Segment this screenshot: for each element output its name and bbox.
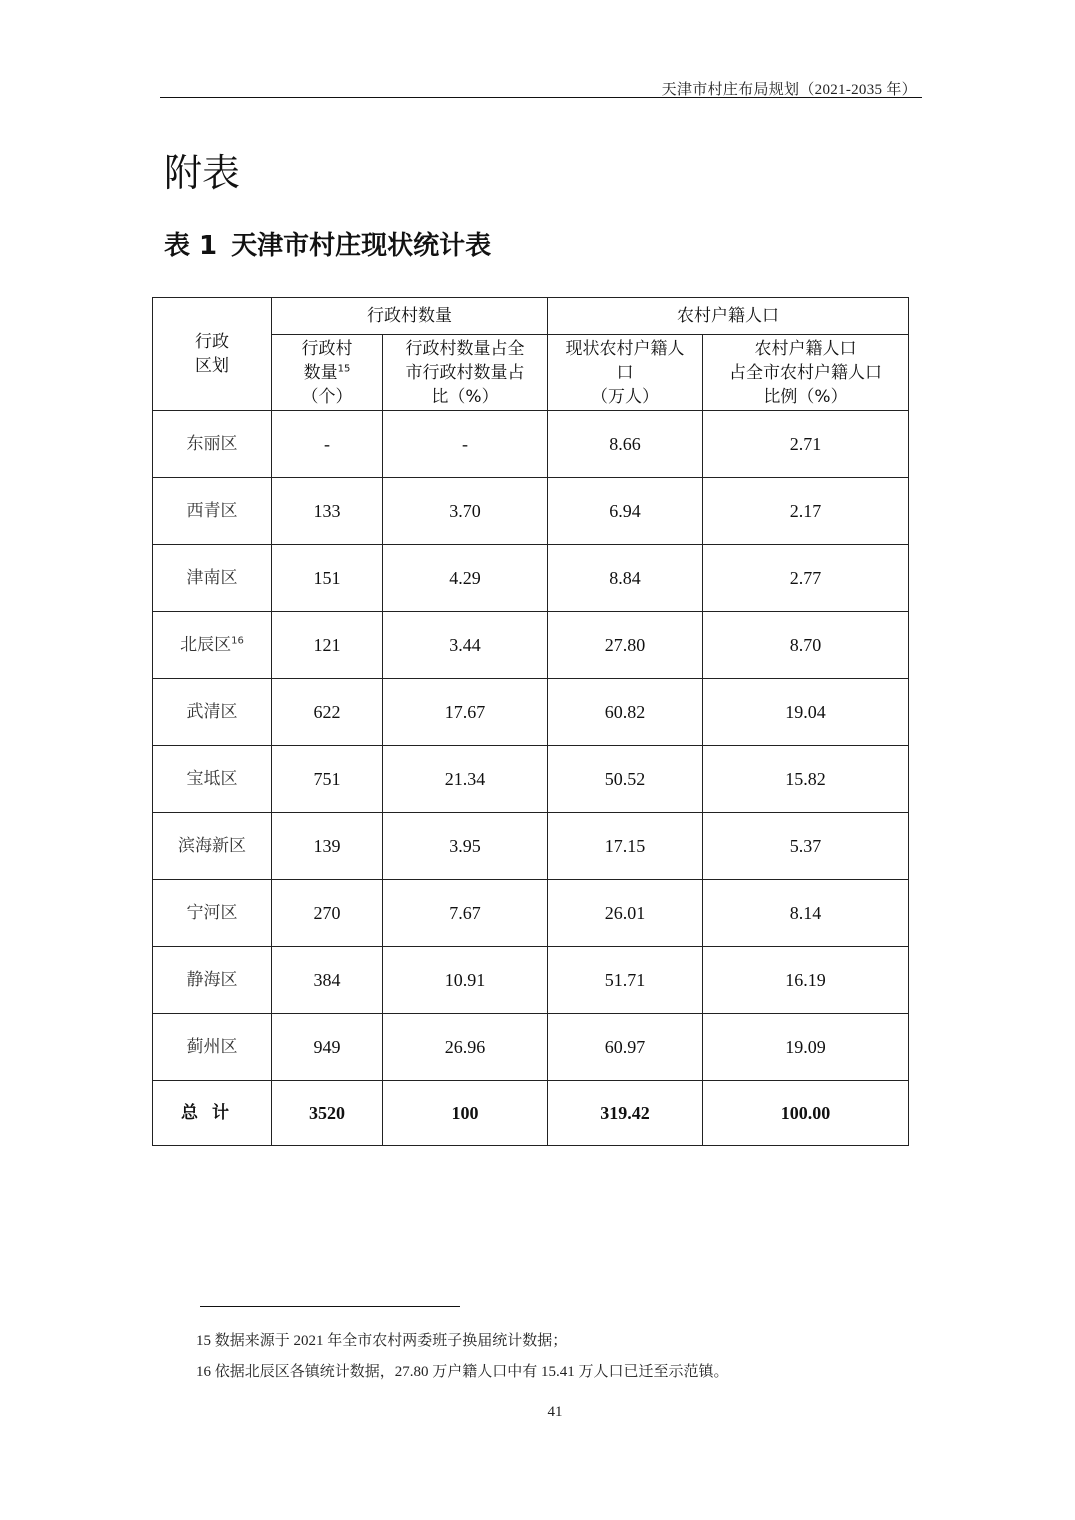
count-share-cell: 21.34 [383,746,548,813]
population-share-cell: 8.14 [703,880,909,947]
district-name: 津南区 [186,568,238,588]
total-count: 3520 [272,1081,383,1146]
district-cell [153,947,272,1014]
total-population-share: 100.00 [703,1081,909,1146]
district-cell [153,1014,272,1081]
district-name: 武清区 [186,702,238,722]
count-cell: 270 [272,880,383,947]
count-share-cell: 3.95 [383,813,548,880]
total-label: 总计 [153,1081,272,1146]
district-name: 东丽区 [186,434,238,454]
count-cell: 949 [272,1014,383,1081]
district-name: 蓟州区 [186,1037,238,1057]
footnote-ref: 15 [337,362,351,374]
table-row [153,1014,909,1081]
district-cell [153,746,272,813]
population-share-cell: 19.04 [703,679,909,746]
col-header-population-share [703,335,909,411]
district-name: 宝坻区 [186,769,238,789]
population-cell: 8.84 [548,545,703,612]
footnote-ref: 16 [231,635,244,647]
page-number: 41 [547,1404,563,1420]
count-share-cell: 17.67 [383,679,548,746]
col-header-count [272,335,383,411]
header-divider [160,97,922,98]
table-row [153,880,909,947]
table-total-row [153,1081,909,1146]
district-name: 静海区 [186,970,238,990]
count-share-cell: 26.96 [383,1014,548,1081]
count-cell: 751 [272,746,383,813]
col-header-line: 比（%） [431,386,499,407]
table-caption [164,225,491,262]
appendix-title: 附表 [164,151,241,195]
district-name: 滨海新区 [178,836,246,856]
group-header-population: 农村户籍人口 [548,298,909,335]
count-share-cell: 3.44 [383,612,548,679]
district-name: 北辰区 [180,635,232,655]
district-cell [153,612,272,679]
count-share-cell: 7.67 [383,880,548,947]
population-share-cell: 15.82 [703,746,909,813]
col-header-line: 市行政村数量占 [405,362,525,383]
count-cell: 622 [272,679,383,746]
population-cell: 26.01 [548,880,703,947]
corner-header [153,298,272,411]
population-cell: 60.82 [548,679,703,746]
population-share-cell: 8.70 [703,612,909,679]
count-cell: 133 [272,478,383,545]
population-share-cell: 5.37 [703,813,909,880]
col-header-line: 行政村数量占全 [405,338,525,359]
population-cell: 50.52 [548,746,703,813]
district-cell [153,545,272,612]
col-header-line: 行政村 [301,338,353,359]
count-share-cell: 3.70 [383,478,548,545]
table-row [153,478,909,545]
footnote: 16 依据北辰区各镇统计数据，27.80 万户籍人口中有 15.41 万人口已迁至示范镇。 [196,1364,729,1380]
population-share-cell: 2.17 [703,478,909,545]
population-cell: 51.71 [548,947,703,1014]
population-share-cell: 2.77 [703,545,909,612]
table-row [153,746,909,813]
col-header-line: 占全市农村户籍人口 [729,362,882,383]
table-title: 天津市村庄现状统计表 [231,231,492,261]
count-cell: 139 [272,813,383,880]
count-cell: 121 [272,612,383,679]
district-name: 宁河区 [186,903,238,923]
table-row [153,813,909,880]
col-header-text: 数量 [303,362,338,383]
footnote-divider [200,1306,460,1307]
population-cell: 8.66 [548,411,703,478]
count-cell: 151 [272,545,383,612]
count-share-cell: - [383,411,548,478]
corner-header-line: 区划 [195,356,229,376]
table-row [153,947,909,1014]
total-count-share: 100 [383,1081,548,1146]
col-header-line [272,361,382,385]
col-header-line: 口 [616,362,634,383]
population-share-cell: 19.09 [703,1014,909,1081]
population-share-cell: 16.19 [703,947,909,1014]
district-cell [153,813,272,880]
total-population: 319.42 [548,1081,703,1146]
population-cell: 27.80 [548,612,703,679]
footnote: 15 数据来源于 2021 年全市农村两委班子换届统计数据； [196,1333,568,1349]
district-cell [153,411,272,478]
population-share-cell: 2.71 [703,411,909,478]
running-header: 天津市村庄布局规划（2021-2035 年） [661,82,917,98]
count-cell: - [272,411,383,478]
table-row [153,612,909,679]
col-header-count-share [383,335,548,411]
col-header-line: （万人） [591,386,659,407]
district-cell [153,478,272,545]
village-statistics-table [152,297,909,1146]
table-row [153,679,909,746]
col-header-population [548,335,703,411]
district-cell [153,679,272,746]
population-cell: 17.15 [548,813,703,880]
count-cell: 384 [272,947,383,1014]
population-cell: 60.97 [548,1014,703,1081]
col-header-line: 比例（%） [763,386,848,407]
population-cell: 6.94 [548,478,703,545]
col-header-line: 现状农村户籍人 [565,338,685,359]
table-row [153,411,909,478]
corner-header-line: 行政 [195,332,229,352]
district-cell [153,880,272,947]
col-header-line: 农村户籍人口 [754,338,857,359]
group-header-village-count: 行政村数量 [272,298,548,335]
count-share-cell: 4.29 [383,545,548,612]
header-row-groups [153,298,909,335]
district-name: 西青区 [186,501,238,521]
table-number: 表 1 [164,231,218,261]
count-share-cell: 10.91 [383,947,548,1014]
table-row [153,545,909,612]
col-header-line: （个） [301,386,353,407]
